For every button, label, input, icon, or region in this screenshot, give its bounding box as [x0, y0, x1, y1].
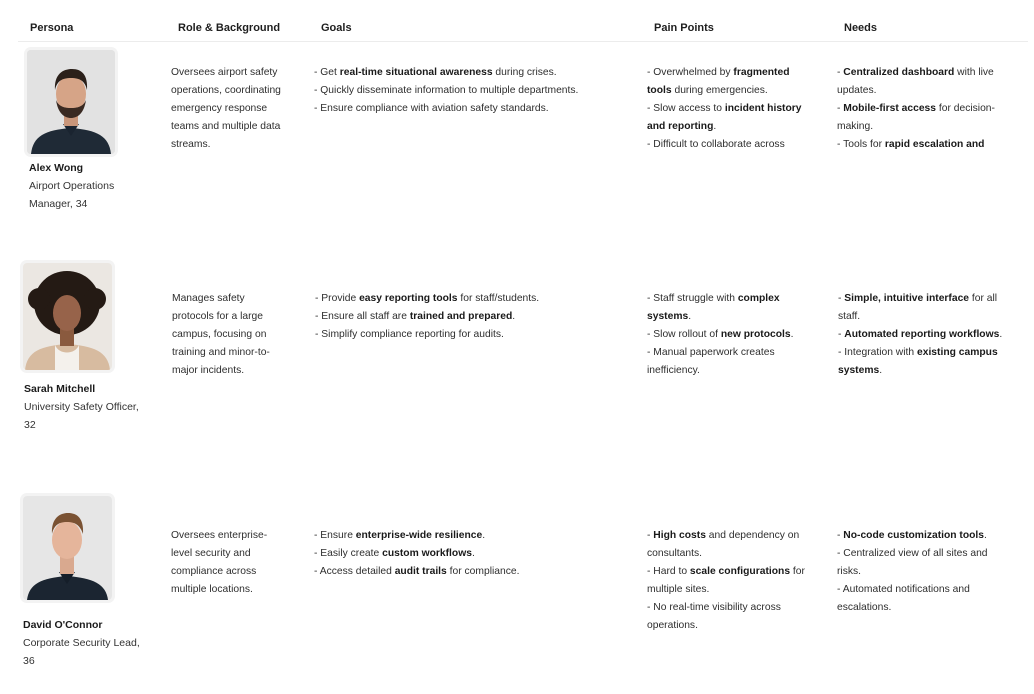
need-line: - Centralized dashboard with live	[837, 67, 994, 78]
persona-title-line: Airport Operations	[29, 180, 115, 192]
needs-list	[838, 290, 1002, 380]
persona-name: Alex Wong	[29, 162, 84, 174]
pain-line: - Overwhelmed by fragmented	[647, 67, 790, 78]
pain-line: multiple sites.	[647, 584, 710, 595]
persona-title-line: 36	[23, 655, 35, 667]
persona-title-line: Manager, 34	[29, 198, 88, 210]
pain-line: - No real-time visibility across	[647, 602, 781, 613]
goal-item: - Get real-time situational awareness during crises.	[314, 67, 557, 78]
goal-item: - Ensure all staff are trained and prepared.	[315, 311, 516, 322]
need-line: systems.	[838, 365, 883, 376]
pain-points-list	[647, 527, 805, 635]
need-line: - Mobile-first access for decision-	[837, 103, 995, 114]
needs-list	[837, 64, 995, 160]
pain-line: - Difficult to collaborate across	[647, 139, 785, 150]
pain-line: - Slow rollout of new protocols.	[647, 329, 794, 340]
goal-item: - Simplify compliance reporting for audits.	[315, 329, 504, 340]
persona-name: David O'Connor	[23, 619, 103, 631]
need-line: - No-code customization tools.	[837, 530, 987, 541]
need-line: - Simple, intuitive interface for all	[838, 293, 998, 304]
pain-points-list	[647, 64, 802, 160]
pain-line: systems.	[647, 311, 692, 322]
goals-list	[314, 527, 519, 581]
pain-line: operations.	[647, 620, 698, 631]
avatar	[23, 496, 112, 600]
bg-line: emergency response	[171, 103, 268, 114]
avatar	[23, 263, 112, 370]
persona-title-line: 32	[24, 419, 36, 431]
bg-line: level security and	[171, 548, 251, 559]
pain-line: - Slow access to incident history	[647, 103, 802, 114]
need-line: - Centralized view of all sites and	[837, 548, 988, 559]
bg-line: compliance across	[171, 566, 257, 577]
avatar	[27, 50, 115, 154]
bg-line: campus, focusing on	[172, 329, 267, 340]
persona-title	[29, 177, 159, 213]
role-background	[172, 290, 270, 380]
pain-line: - Staff struggle with complex	[647, 293, 780, 304]
goal-item: - Ensure compliance with aviation safety standards.	[314, 103, 549, 114]
header-pain-points: Pain Points	[654, 22, 714, 34]
need-line: staff.	[838, 311, 861, 322]
goals-list	[315, 290, 539, 344]
goal-item: - Easily create custom workflows.	[314, 548, 475, 559]
header-goals: Goals	[321, 22, 352, 34]
bg-line: Oversees airport safety	[171, 67, 278, 78]
goal-item: - Ensure enterprise-wide resilience.	[314, 530, 486, 541]
bg-line: major incidents.	[172, 365, 245, 376]
goal-item: - Access detailed audit trails for compliance.	[314, 566, 520, 577]
pain-line: consultants.	[647, 548, 702, 559]
header-role: Role & Background	[178, 22, 281, 34]
header-divider	[18, 41, 1028, 42]
pain-line: tools during emergencies.	[647, 85, 768, 96]
bg-line: protocols for a large	[172, 311, 264, 322]
persona-title-line: University Safety Officer,	[24, 401, 139, 413]
header-persona: Persona	[30, 22, 74, 34]
pain-line: - Hard to scale configurations for	[647, 566, 805, 577]
need-line: escalations.	[837, 602, 892, 613]
pain-line: - High costs and dependency on	[647, 530, 800, 541]
persona-title-line: Corporate Security Lead,	[23, 637, 140, 649]
need-line: making.	[837, 121, 874, 132]
need-line: - Automated reporting workflows.	[838, 329, 1003, 340]
bg-line: Manages safety	[172, 293, 245, 304]
role-background	[171, 527, 267, 599]
goal-item: - Provide easy reporting tools for staff/students.	[315, 293, 540, 304]
header-needs: Needs	[844, 22, 878, 34]
pain-line: - Manual paperwork creates	[647, 347, 775, 358]
pain-line: inefficiency.	[647, 365, 700, 376]
bg-line: streams.	[171, 139, 211, 150]
pain-line: and reporting.	[647, 121, 717, 132]
persona-name: Sarah Mitchell	[24, 383, 96, 395]
goals-list	[314, 64, 578, 118]
bg-line: Oversees enterprise-	[171, 530, 268, 541]
persona-title	[23, 634, 153, 670]
bg-line: training and minor-to-	[172, 347, 270, 358]
needs-list	[837, 527, 988, 617]
need-line: risks.	[837, 566, 862, 577]
bg-line: operations, coordinating	[171, 85, 281, 96]
pain-points-list	[647, 290, 794, 380]
goal-item: - Quickly disseminate information to multiple departments.	[314, 85, 579, 96]
bg-line: teams and multiple data	[171, 121, 281, 132]
persona-title	[24, 398, 154, 434]
bg-line: multiple locations.	[171, 584, 253, 595]
need-line: updates.	[837, 85, 877, 96]
need-line: - Integration with existing campus	[838, 347, 998, 358]
role-background	[171, 64, 281, 154]
need-line: - Automated notifications and	[837, 584, 970, 595]
need-line: - Tools for rapid escalation and	[837, 139, 985, 150]
